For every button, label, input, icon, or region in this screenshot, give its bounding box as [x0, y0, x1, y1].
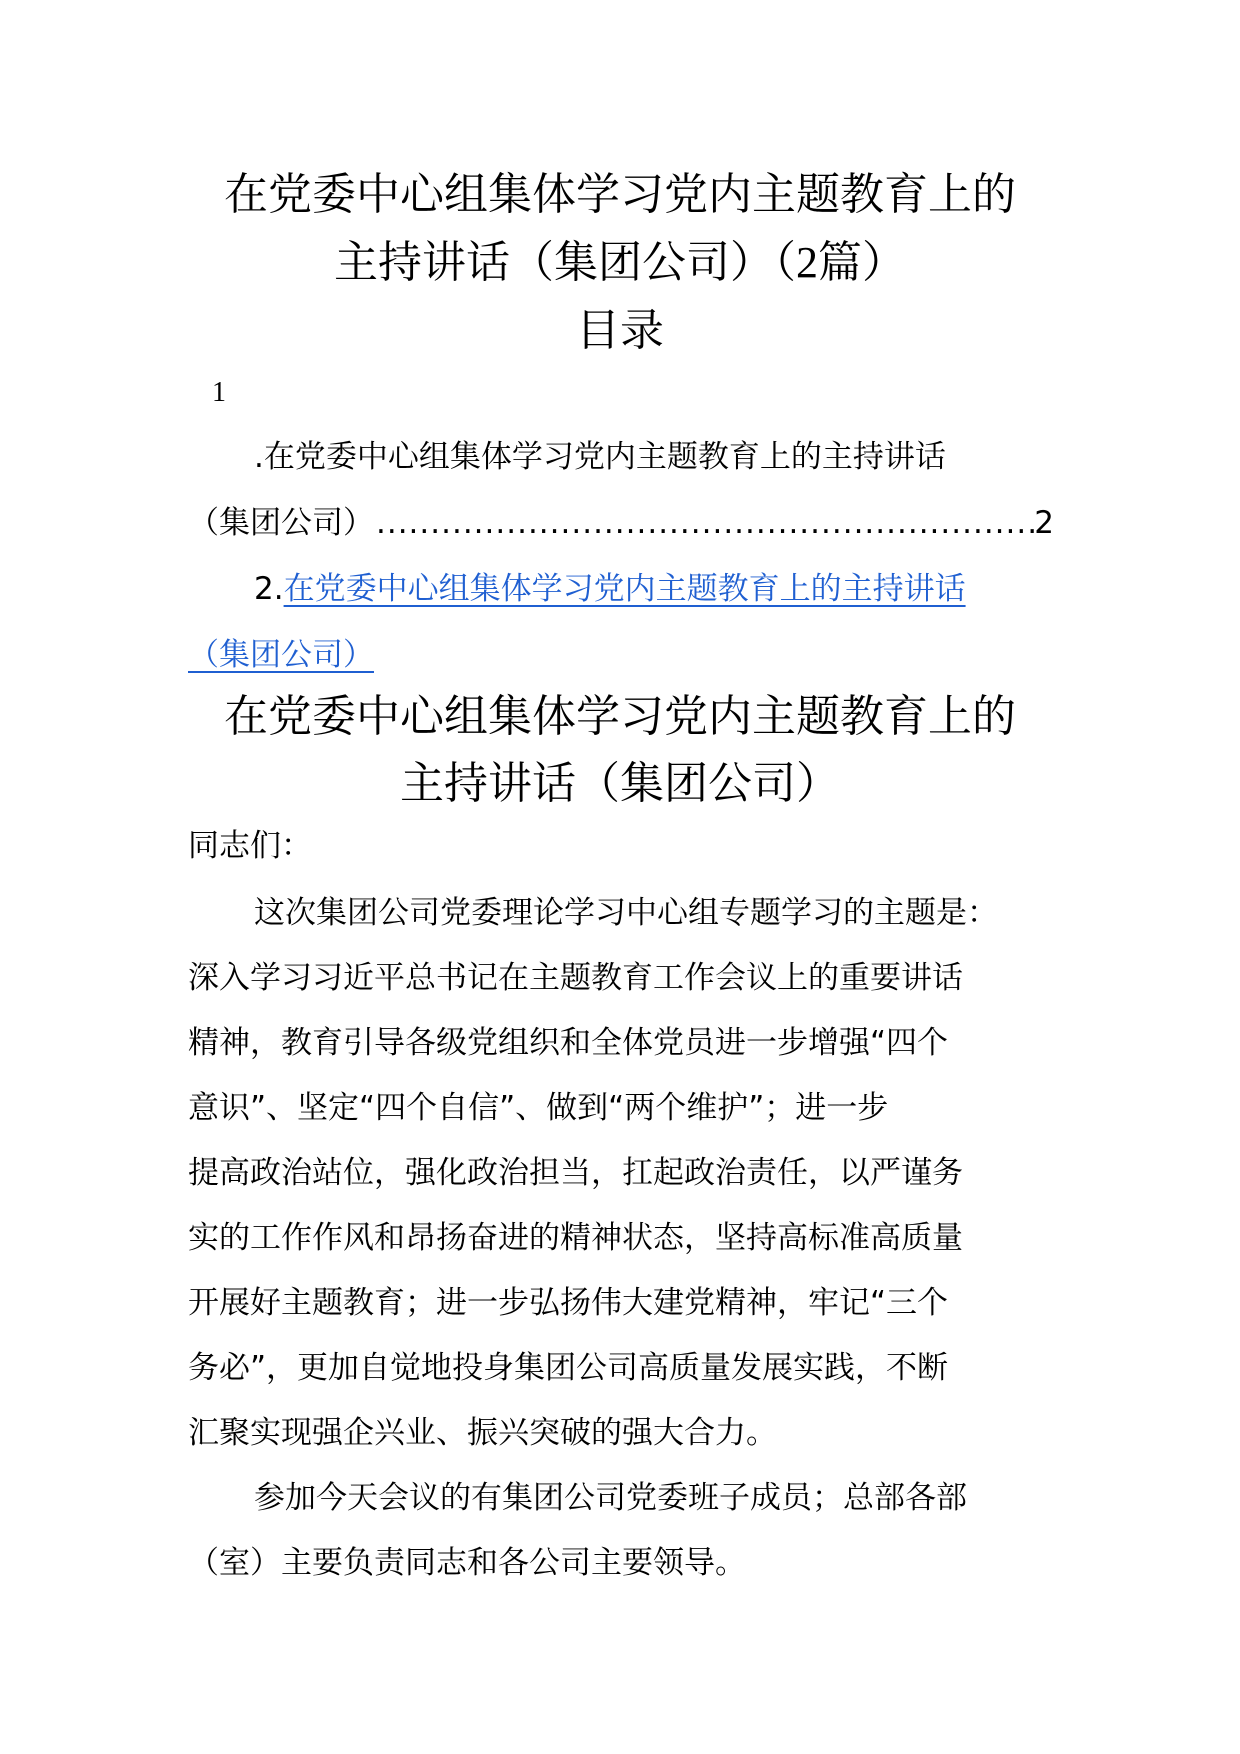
- paragraph-1-line: 务必”，更加自觉地投身集团公司高质量发展实践，不断: [188, 1350, 949, 1386]
- toc-heading: 目录: [576, 305, 664, 356]
- section-title-line1: 在党委中心组集体学习党内主题教育上的: [224, 691, 1016, 742]
- toc-item-2-link-cont[interactable]: （集团公司）: [188, 637, 374, 673]
- document-title-line1: 在党委中心组集体学习党内主题教育上的: [224, 169, 1016, 220]
- paragraph-1-line: 意识”、坚定“四个自信”、做到“两个维护”；进一步: [188, 1090, 889, 1126]
- paragraph-2-line: 参加今天会议的有集团公司党委班子成员；总部各部: [254, 1480, 967, 1516]
- paragraph-1-line: 实的工作作风和昂扬奋进的精神状态，坚持高标准高质量: [188, 1220, 963, 1256]
- toc-item-2-prefix: 2.: [254, 571, 284, 607]
- toc-item-1-line2[interactable]: [188, 503, 1054, 543]
- toc-item-2-line1[interactable]: [254, 569, 966, 609]
- toc-item-2-link[interactable]: 在党委中心组集体学习党内主题教育上的主持讲话: [283, 571, 966, 607]
- paragraph-1-line: 这次集团公司党委理论学习中心组专题学习的主题是：: [254, 895, 998, 931]
- document-title-line2: [140, 233, 1100, 293]
- paragraph-1-line: 提高政治站位，强化政治担当，扛起政治责任，以严谨务: [188, 1155, 963, 1191]
- toc-item-1-page-number: 2: [1034, 505, 1054, 541]
- paragraph-2-line: （室）主要负责同志和各公司主要领导。: [188, 1545, 746, 1581]
- section-title-line2: 主持讲话（集团公司）: [400, 758, 840, 809]
- document-title-count: 2: [796, 238, 818, 287]
- document-title-line2-end: 篇）: [818, 237, 906, 288]
- paragraph-1-line: 深入学习习近平总书记在主题教育工作会议上的重要讲话: [188, 960, 963, 996]
- paragraph-1-line: 汇聚实现强企兴业、振兴突破的强大合力。: [188, 1415, 777, 1451]
- toc-item-1-line1[interactable]: [254, 437, 946, 477]
- paragraph-1-line: 开展好主题教育；进一步弘扬伟大建党精神，牢记“三个: [188, 1285, 949, 1321]
- toc-item-2-line2[interactable]: [188, 635, 374, 675]
- paragraph-1-line: 精神，教育引导各级党组织和全体党员进一步增强“四个: [188, 1025, 949, 1061]
- toc-item-1-prefix: .: [254, 439, 264, 475]
- toc-number: 1: [212, 377, 226, 408]
- toc-item-1-text-cont: （集团公司）: [188, 505, 374, 541]
- salutation: 同志们：: [188, 828, 312, 864]
- document-title-line2-text: 主持讲话（集团公司）（: [334, 237, 796, 288]
- toc-item-1-leader-dots: [374, 503, 1034, 543]
- toc-item-1-text: 在党委中心组集体学习党内主题教育上的主持讲话: [263, 439, 946, 475]
